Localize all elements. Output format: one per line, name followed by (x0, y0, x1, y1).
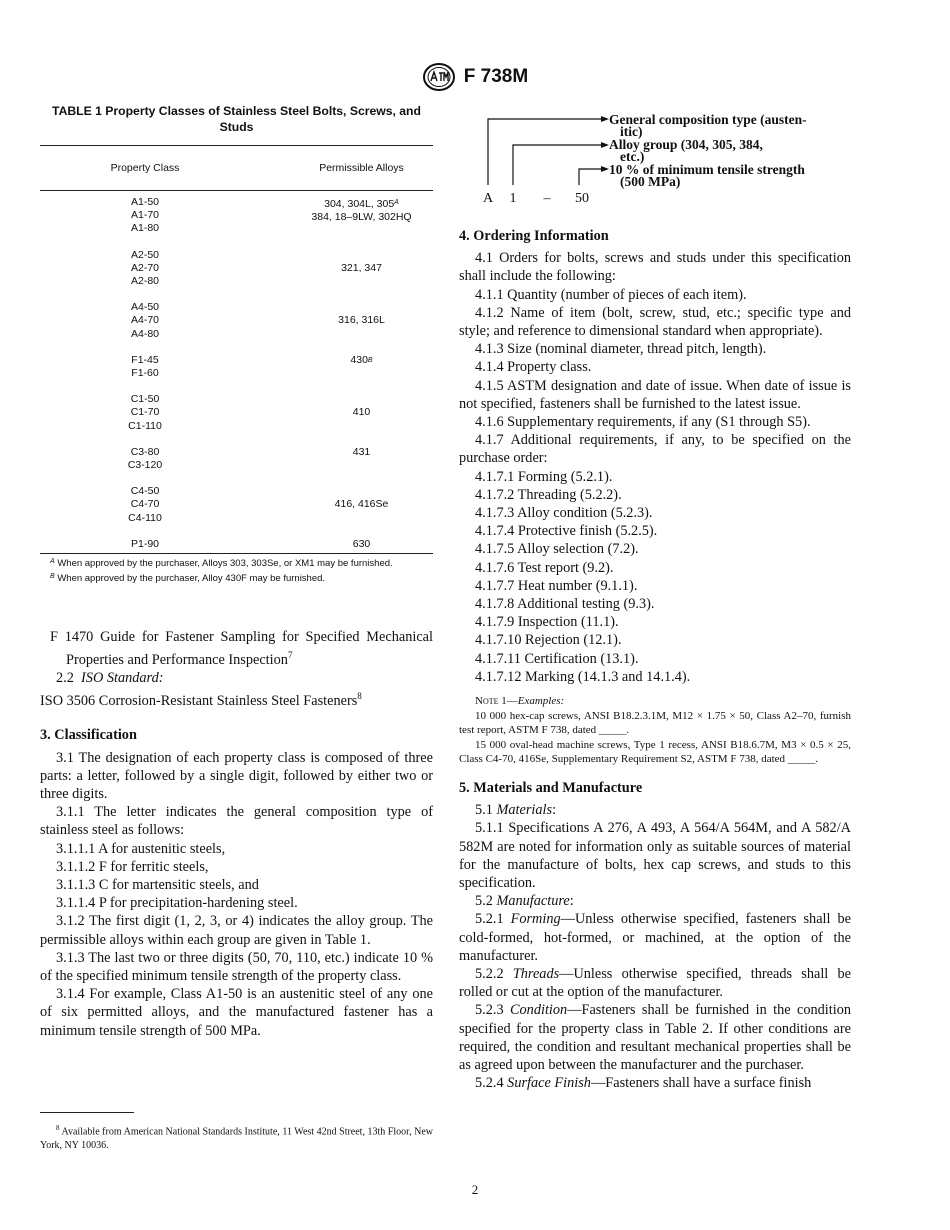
diagram-code-part: A (482, 191, 494, 206)
diagram-bracket-strength (579, 169, 601, 185)
column-header-permissible-alloys: Permissible Alloys (319, 162, 404, 174)
property-class-cell: P1-90 (130, 537, 160, 550)
paragraph: 4.1.6 Supplementary requirements, if any (S1 through S5). (475, 414, 811, 431)
paragraph: 4.1.5 ASTM designation and date of issue. When date of issue is not specified, fasteners shall be furnished to the latest issue. (459, 377, 851, 412)
table-row (40, 485, 433, 525)
property-class-cell: C3-120 (127, 459, 163, 472)
property-class-cell: A4-70 (130, 314, 160, 327)
astm-logo-icon (422, 62, 456, 92)
arrow-icon (601, 166, 609, 172)
table-1 (40, 103, 433, 585)
paragraph: 4.1.4 Property class. (475, 359, 592, 376)
alloys-cell: 430 (350, 353, 368, 366)
paragraph: 4.1.2 Name of item (bolt, screw, stud, etc.; specific type and style; and reference to dimensional standard when appropriate). (459, 304, 851, 340)
paragraph: —Fasteners shall have a surface finish (590, 1075, 812, 1092)
section-heading: 5. Materials and Manufacture (459, 780, 643, 797)
section-number: 5.2.3 (475, 1002, 504, 1019)
property-class-cell: A1-70 (130, 209, 160, 222)
paragraph: 3.1 The designation of each property class is composed of three parts: a letter, followed by a single digit, followed by either two or three digits. (40, 749, 433, 802)
diagram-code-part: 1 (509, 191, 517, 206)
section-title: Condition (510, 1002, 568, 1019)
property-class-cell: C1-50 (130, 393, 160, 406)
list-item: 4.1.7.3 Alloy condition (5.2.3). (475, 505, 653, 522)
footnote-divider (40, 1112, 134, 1113)
diagram-bracket-composition (488, 119, 601, 185)
section-title: Materials (496, 802, 553, 819)
footnote-text: Available from American National Standards Institute, 11 West 42nd Street, 13th Floor, New York, NY 10036. (40, 1126, 433, 1152)
property-class-cell: A2-50 (130, 248, 160, 261)
list-item: 4.1.7.10 Rejection (12.1). (475, 632, 622, 649)
paragraph: 3.1.1.2 F for ferritic steels, (56, 858, 209, 875)
property-class-cell: C1-70 (130, 406, 160, 419)
paragraph: 4.1.3 Size (nominal diameter, thread pitch, length). (475, 341, 767, 358)
list-item: 4.1.7.4 Protective finish (5.2.5). (475, 523, 658, 540)
list-item: 4.1.7.7 Heat number (9.1.1). (475, 577, 638, 594)
property-class-cell: A2-70 (130, 261, 160, 274)
property-class-cell: F1-60 (131, 367, 159, 380)
right-column-text: 4. Ordering Information 4.1 Orders for bolts, screws and studs under this specification shall include the following: 4.1.1 Quantity (number of pieces of each item). 4.1.2 Name of item (bolt, screw, stud, etc.; specific type and style; and reference to dimensional standard when appropriate). 4.1.3 Size (nominal diameter, thread pitch, length). 4.1.4 Property class. 4.1.5 ASTM designation and date of issue. When date of issue is not specified, fasteners shall be furnished to the latest issue. 4.1.6 Supplementary requirements, if any (S1 through S5). 4.1.7 Additional requirements, if any, to be specified on the purchase order: 4.1.7.1 Forming (5.2.1). 4.1.7.2 Threading (5.2.2). 4.1.7.3 Alloy condition (5.2.3). 4.1.7.4 Protective finish (5.2.5). 4.1.7.5 Alloy selection (7.2). 4.1.7.6 Test report (9.2). 4.1.7.7 Heat number (9.1.1). 4.1.7.8 Additional testing (9.3). 4.1.7.9 Inspection (11.1). 4.1.7.10 Rejection (12.1). 4.1.7.11 Certification (13.1). 4.1.7.12 Marking (14.1.3 and 14.1.4). Note 1—Examples: 10 000 hex-cap screws, ANSI B18.2.3.1M, M12 × 1.75 × 50, Class A2–70, furnish test report, ASTM F 738, dated _____. 15 000 oval-head machine screws, Type 1 recess, ANSI B18.6.7M, M3 × 0.5 × 25, Class C4-70, 416Se, Supplementary Requirement S2, ASTM F 738, dated _____. 5. Materials and Manufacture 5.1 Materials: 5.1.1 Specifications A 276, A 493, A 564/A 564M, and A 582/A 582M are noted for information only as suitable sources of material for the manufacture of bolts, hex cap screws, and studs to this specification. 5.2 Manufacture: 5.2.1 Forming—Unless otherwise specified, fasteners shall be cold-formed, hot-formed, or machined, at the option of the manufacturer. 5.2.2 Threads—Unless otherwise specified, threads shall be rolled or cut at the option of the manufacturer. 5.2.3 Condition—Fasteners shall be furnished in the condition specified for the property class in Table 2. If other conditions are required, the condition and resultant mechanical properties shall be as agreed upon between the manufacturer and the purchaser. 5.2.4 Surface Finish—Fasteners shall have a surface finish (459, 228, 851, 1092)
table-row (40, 354, 433, 380)
section-title: Surface Finish (507, 1075, 591, 1092)
table-row (40, 301, 433, 341)
note-example: 10 000 hex-cap screws, ANSI B18.2.3.1M, M12 × 1.75 × 50, Class A2–70, furnish test report, ASTM F 738, dated _____. (459, 709, 851, 737)
footnote-ref: 7 (287, 650, 293, 661)
property-class-cell: C1-110 (128, 419, 162, 432)
diagram-label: (500 MPa) (620, 174, 681, 189)
paragraph: —Fasteners shall be furnished in the condition specified for the property class in Table 2. If other conditions are required, the condition and resultant mechanical properties shall be as agreed upon between the manufacturer and the purchaser. (459, 1002, 851, 1074)
property-class-cell: C4-50 (130, 485, 160, 498)
table-row (40, 446, 433, 472)
diagram-label: etc.) (620, 149, 645, 164)
alloys-cell: 384, 18–9LW, 302HQ (311, 211, 412, 224)
diagram-label: General composition type (austen- (609, 112, 807, 127)
document-code: F 738M (463, 66, 529, 87)
section-number: 2.2 (56, 670, 74, 687)
list-item: 4.1.7.5 Alloy selection (7.2). (475, 541, 639, 558)
section-number: 5.2 (475, 893, 493, 910)
footnote-marker: A (394, 199, 399, 206)
paragraph: —Unless otherwise specified, threads shall be rolled or cut at the option of the manufacturer. (459, 966, 851, 1001)
note-title: Examples: (517, 695, 565, 708)
table-body (40, 191, 433, 553)
paragraph: 3.1.1.4 P for precipitation-hardening steel. (56, 895, 298, 912)
footnote-marker: A (50, 558, 55, 566)
diagram-label: Alloy group (304, 305, 384, (609, 137, 763, 152)
alloys-cell: 416, 416Se (334, 498, 389, 511)
section-title: Manufacture (496, 893, 570, 910)
table (40, 145, 433, 554)
list-item: 4.1.7.6 Test report (9.2). (475, 559, 614, 576)
footnote-marker: 8 (56, 1124, 60, 1132)
alloys-cell: 321, 347 (341, 261, 382, 274)
paragraph: 3.1.2 The first digit (1, 2, 3, or 4) indicates the alloy group. The permissible alloys within each group are given in Table 1. (40, 913, 433, 948)
paragraph: 3.1.1.3 C for martensitic steels, and (56, 876, 259, 893)
paragraph: 4.1.1 Quantity (number of pieces of each item). (475, 286, 747, 303)
diagram-code-part: – (543, 191, 551, 206)
paragraph: 3.1.4 For example, Class A1-50 is an austenitic steel of any one of six permitted alloys, and the manufactured fastener has a minimum tensile strength of 500 MPa. (40, 986, 433, 1039)
section-title: Threads (512, 966, 560, 983)
paragraph: 5.1.1 Specifications A 276, A 493, A 564/A 564M, and A 582/A 582M are noted for information only as suitable sources of material for the manufacture of bolts, hex cap screws, and studs to this specification. (459, 820, 851, 892)
page-header (0, 62, 950, 92)
column-header-property-class: Property Class (110, 162, 180, 174)
list-item: 4.1.7.8 Additional testing (9.3). (475, 596, 655, 613)
table-notes (40, 556, 433, 585)
diagram-bracket-alloy (513, 145, 601, 185)
section-number: 5.2.2 (475, 966, 504, 983)
table-title: TABLE 1 Property Classes of Stainless Steel Bolts, Screws, and Studs (52, 104, 421, 134)
diagram-label: itic) (620, 124, 643, 139)
table-note: When approved by the purchaser, Alloys 303, 303Se, or XM1 may be furnished. (57, 558, 393, 570)
table-row (40, 249, 433, 289)
section-heading: 3. Classification (40, 727, 137, 744)
designation-diagram (459, 103, 851, 213)
list-item: 4.1.7.11 Certification (13.1). (475, 650, 639, 667)
table-note: When approved by the purchaser, Alloy 430F may be furnished. (57, 572, 326, 584)
property-class-cell: A4-50 (130, 301, 160, 314)
alloys-cell: 304, 304L, 305 (324, 198, 395, 210)
section-title: ISO Standard: (81, 670, 164, 687)
alloys-cell: 431 (352, 445, 371, 458)
page-number: 2 (471, 1182, 479, 1197)
section-number: 5.2.1 (475, 911, 504, 928)
table-row (40, 196, 433, 236)
footnote-marker: B (50, 572, 55, 580)
designation-diagram-figure (459, 103, 851, 213)
alloys-cell: 410 (352, 406, 371, 419)
table-header (40, 146, 433, 191)
alloys-cell: 630 (352, 537, 371, 550)
property-class-cell: A4-80 (130, 327, 160, 340)
property-class-cell: F1-45 (131, 353, 159, 366)
reference-f1470: F 1470 Guide for Fastener Sampling for Specified Mechanical Properties and Performance Inspection (50, 629, 433, 668)
section-number: 5.1 (475, 802, 493, 819)
property-class-cell: A2-80 (130, 275, 160, 288)
list-item: 4.1.7.1 Forming (5.2.1). (475, 468, 613, 485)
arrow-icon (601, 116, 609, 122)
note-example: 15 000 oval-head machine screws, Type 1 recess, ANSI B18.6.7M, M3 × 0.5 × 25, Class C4-70, 416Se, Supplementary Requirement S2, ASTM F 738, dated _____. (459, 738, 851, 766)
alloys-cell: 316, 316L (338, 314, 385, 327)
note-label: Note 1— (475, 695, 518, 708)
diagram-code-part: 50 (575, 191, 589, 206)
footnote-marker: B (367, 356, 373, 364)
paragraph: 3.1.3 The last two or three digits (50, 70, 110, etc.) indicate 10 % of the specified minimum tensile strength of the property class. (40, 949, 433, 984)
property-class-cell: A1-50 (130, 196, 160, 208)
arrow-icon (601, 142, 609, 148)
table-row (40, 538, 433, 551)
diagram-label: 10 % of minimum tensile strength (609, 162, 805, 177)
list-item: 4.1.7.12 Marking (14.1.3 and 14.1.4). (475, 668, 691, 685)
paragraph: 4.1 Orders for bolts, screws and studs under this specification shall include the following: (459, 250, 851, 285)
section-heading: 4. Ordering Information (459, 228, 609, 244)
paragraph: 4.1.7 Additional requirements, if any, to be specified on the purchase order: (459, 432, 851, 467)
property-class-cell: C4-70 (130, 498, 160, 511)
section-number: 5.2.4 (475, 1075, 504, 1092)
list-item: 4.1.7.9 Inspection (11.1). (475, 614, 619, 631)
footnote (40, 1121, 433, 1153)
reference-iso3506: ISO 3506 Corrosion-Resistant Stainless Steel Fasteners (40, 693, 358, 710)
list-item: 4.1.7.2 Threading (5.2.2). (475, 486, 622, 503)
footnote-ref: 8 (357, 691, 362, 702)
note-examples (459, 694, 851, 767)
property-class-cell: C3-80 (130, 445, 160, 458)
paragraph: —Unless otherwise specified, fasteners shall be cold-formed, hot-formed, or machined, at the option of the manufacturer. (459, 911, 851, 964)
property-class-cell: C4-110 (128, 511, 162, 524)
paragraph: 3.1.1 The letter indicates the general composition type of stainless steel as follows: (40, 804, 433, 839)
left-column-text (40, 628, 433, 1040)
section-title: Forming (510, 911, 561, 928)
property-class-cell: A1-80 (130, 222, 160, 235)
table-row (40, 393, 433, 433)
paragraph: 3.1.1.1 A for austenitic steels, (56, 840, 226, 857)
